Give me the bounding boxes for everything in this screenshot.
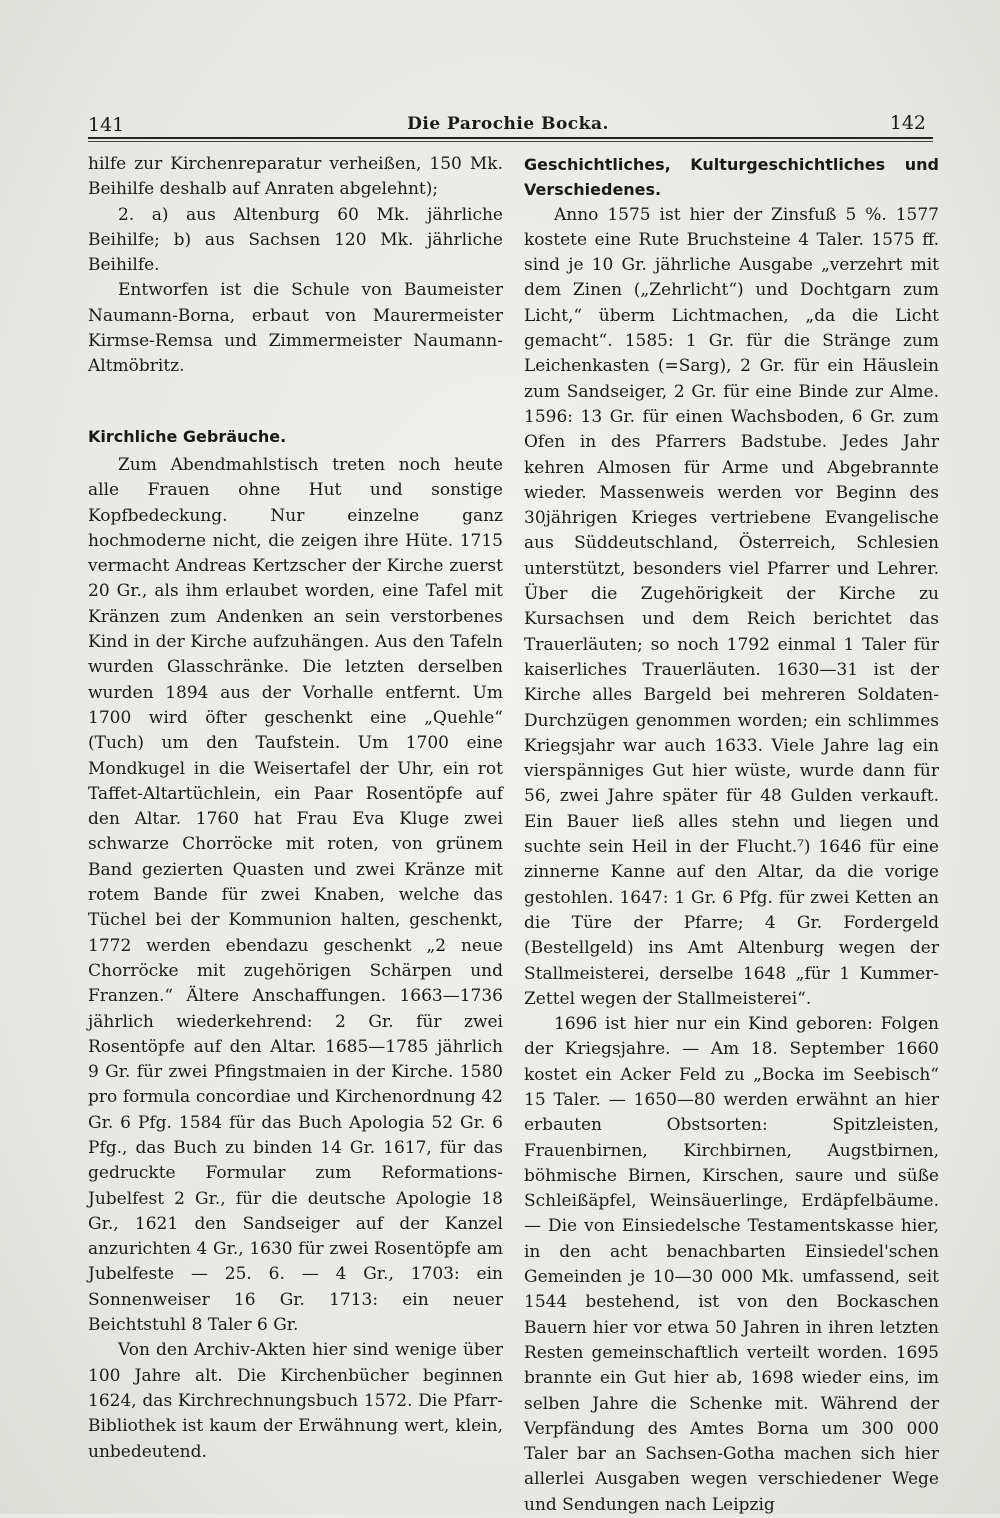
section-heading-customs: Kirchliche Gebräuche. (88, 426, 287, 446)
section-heading-history: Geschichtliches, Kulturgeschichtliches und Verschiedenes. (524, 155, 939, 200)
right-column (524, 152, 939, 1518)
left-paragraph-5: Von den Archiv-Akten hier sind wenige über 100 Jahre alt. Die Kirchenbücher beginnen 1624, das Kirchrechnungsbuch 1572. Die Pfarr-Bibliothek ist kaum der Erwähnung wert, klein, unbedeutend. (88, 1340, 503, 1462)
left-paragraph-3: Entworfen ist die Schule von Baumeister Naumann-Borna, erbaut von Maurermeister Kirmse-Remsa und Zimmermeister Naumann-Altmöbritz. (88, 280, 503, 377)
left-column (88, 152, 503, 1465)
running-title: Die Parochie Bocka. (407, 114, 609, 134)
left-paragraph-2: 2. a) aus Altenburg 60 Mk. jährliche Beihilfe; b) aus Sachsen 120 Mk. jährliche Beihilfe. (88, 204, 503, 276)
right-paragraph-2: 1696 ist hier nur ein Kind geboren: Folgen der Kriegsjahre. — Am 18. September 1660 kostet ein Acker Feld zu „Bocka im Seebisch“ 15 Taler. — 1650—80 werden erwähnt an hier erbauten Obstsorten: Spitzleisten, Frauenbirnen, Kirchbirnen, Augstbirnen, böhmische Birnen, Kirschen, saure und süße Schleißäpfel, Weinsäuerlinge, Erdäpfelbäume. — Die von Einsiedelsche Testamentskasse hier, in den acht benachbarten Einsiedel'schen Gemeinden je 10—30 000 Mk. umfassend, seit 1544 bestehend, ist von den Bockaschen Bauern hier vor etwa 50 Jahren in ihren letzten Resten gemeinschaftlich verteilt worden. 1695 brannte ein Gut hier ab, 1698 wieder eins, im selben Jahre die Schenke mit. Während der Verpfändung des Amtes Borna um 300 000 Taler bar an Sachsen-Gotha machen sich hier allerlei Ausgaben wegen verschiedener Wege und Sendungen nach Leipzig (524, 1014, 939, 1515)
left-paragraph-1: hilfe zur Kirchenreparatur verheißen, 150 Mk. Beihilfe deshalb auf Anraten abgelehnt); (88, 154, 503, 200)
page-number-right: 142 (889, 112, 926, 134)
running-header (88, 104, 928, 138)
header-rule-thin (88, 141, 933, 142)
page-number-left: 141 (88, 114, 125, 136)
header-rule (88, 137, 933, 139)
right-paragraph-1: Anno 1575 ist hier der Zinsfuß 5 %. 1577 kostete eine Rute Bruchsteine 4 Taler. 1575 ff. sind je 10 Gr. jährliche Ausgabe „verzehrt mit dem Zinen („Zehrlicht“) und Dochtgarn zum Licht,“ überm Lichtmachen, „da die Licht gemacht“. 1585: 1 Gr. für die Stränge zum Leichenkasten (=Sarg), 2 Gr. für ein Häuslein zum Sandseiger, 2 Gr. für eine Binde zur Alme. 1596: 13 Gr. für einen Wachsboden, 6 Gr. zum Ofen in des Pfarrers Badstube. Jedes Jahr kehren Almosen für Arme und Abgebrannte wieder. Massenweis werden vor Beginn des 30jährigen Krieges vertriebene Evangelische aus Süddeutschland, Österreich, Schlesien unterstützt, besonders viel Pfarrer und Lehrer. Über die Zugehörigkeit der Kirche zu Kursachsen und dem Reich berichtet das Trauerläuten; so noch 1792 einmal 1 Taler für kaiserliches Trauerläuten. 1630—31 ist der Kirche alles Bargeld bei mehreren Soldaten-Durchzügen genommen worden; ein schlimmes Kriegsjahr war auch 1633. Viele Jahre lag ein vierspänniges Gut hier wüste, wurde dann für 56, zwei Jahre später für 48 Gulden verkauft. Ein Bauer ließ alles stehn und liegen und suchte sein Heil in der Flucht.⁷) 1646 für eine zinnerne Kanne auf den Altar, da die vorige gestohlen. 1647: 1 Gr. 6 Pfg. für zwei Ketten an die Türe der Pfarre; 4 Gr. Fordergeld (Bestellgeld) ins Amt Altenburg wegen der Stallmeisterei, derselbe 1648 „für 1 Kummer-Zettel wegen der Stallmeisterei“. (524, 204, 939, 1009)
left-paragraph-4: Zum Abendmahlstisch treten noch heute alle Frauen ohne Hut und sonstige Kopfbedeckung. Nur einzelne ganz hochmoderne nicht, die zeigen ihre Hüte. 1715 vermacht Andreas Kertzscher der Kirche zuerst 20 Gr., als ihm erlaubet worden, eine Tafel mit Kränzen zum Andenken an sein verstorbenes Kind in der Kirche aufzuhängen. Aus den Tafeln wurden Glasschränke. Die letzten derselben wurden 1894 aus der Vorhalle entfernt. Um 1700 wird öfter geschenkt eine „Quehle“ (Tuch) um den Taufstein. Um 1700 eine Mondkugel in die Weisertafel der Uhr, ein rot Taffet-Altartüchlein, ein Paar Rosentöpfe auf den Altar. 1760 hat Frau Eva Kluge zwei schwarze Chorröcke mit roten, von grünem Band gezierten Quasten und zwei Kränze mit rotem Bande für zwei Knaben, welche das Tüchel bei der Kommunion halten, geschenkt, 1772 werden ebendazu geschenkt „2 neue Chorröcke mit zugehörigen Schärpen und Franzen.“ Ältere Anschaffungen. 1663—1736 jährlich wiederkehrend: 2 Gr. für zwei Rosentöpfe auf den Altar. 1685—1785 jährlich 9 Gr. für zwei Pfingstmaien in der Kirche. 1580 pro formula concordiae und Kirchenordnung 42 Gr. 6 Pfg. 1584 für das Buch Apologia 52 Gr. 6 Pfg., das Buch zu binden 14 Gr. 1617, für das gedruckte Formular zum Reformations-Jubelfest 2 Gr., für die deutsche Apologie 18 Gr., 1621 den Sandseiger auf der Kanzel anzurichten 4 Gr., 1630 für zwei Rosentöpfe am Jubelfeste — 25. 6. — 4 Gr., 1703: ein Sonnenweiser 16 Gr. 1713: ein neuer Beichtstuhl 8 Taler 6 Gr. (88, 454, 503, 1336)
